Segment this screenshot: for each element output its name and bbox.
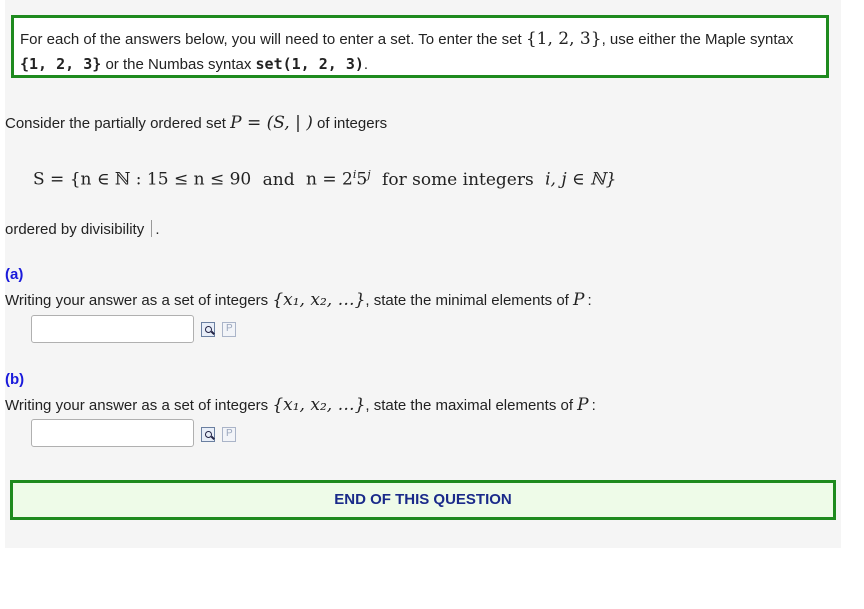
set-definition <box>33 168 616 190</box>
instructions-line-2 <box>20 52 826 77</box>
part-a-set-notation: {x₁, x₂, …} <box>272 290 366 310</box>
ordered-by-end: . <box>155 221 160 238</box>
part-a-prompt-text: Writing your answer as a set of integers <box>5 292 273 309</box>
set-rhs: n = 2 <box>306 169 353 190</box>
set-for-some: for some integers <box>382 169 534 190</box>
set-tail: i, j ∈ ℕ} <box>545 169 617 190</box>
set-lhs: S = {n ∈ ℕ : 15 ≤ n ≤ 90 <box>33 169 252 190</box>
part-b-colon: : <box>591 397 596 414</box>
part-b-prompt <box>5 395 596 415</box>
end-of-question-banner: END OF THIS QUESTION <box>10 480 836 520</box>
divides-symbol <box>151 220 152 237</box>
instructions-box <box>11 15 829 78</box>
part-b-label: (b) <box>5 371 25 388</box>
numbas-syntax: set(1, 2, 3) <box>255 55 364 73</box>
intro-line <box>5 113 387 133</box>
part-b-var: P <box>577 395 589 415</box>
exponent-j: j <box>367 168 371 181</box>
question-panel <box>5 0 841 548</box>
part-b-prompt-after: , state the maximal elements of <box>365 397 578 414</box>
part-a-answer-input[interactable] <box>31 315 194 343</box>
part-a-preview-icon[interactable] <box>201 322 215 337</box>
ordered-by-text: ordered by divisibility <box>5 221 149 238</box>
instructions-line-1 <box>20 27 826 52</box>
set-and: and <box>262 169 295 190</box>
part-a-help-icon[interactable]: P <box>222 322 236 337</box>
instructions-text-middle: , use either the Maple syntax <box>601 31 794 48</box>
poset-notation: P = (S, | ) <box>230 113 313 133</box>
part-a-label: (a) <box>5 266 24 283</box>
instructions-or: or the Numbas syntax <box>101 56 256 73</box>
exponent-i: i <box>352 168 357 181</box>
part-a-var: P <box>573 290 585 310</box>
part-b-set-notation: {x₁, x₂, …} <box>272 395 366 415</box>
part-b-preview-icon[interactable] <box>201 427 215 442</box>
part-b-help-icon[interactable]: P <box>222 427 236 442</box>
part-a-prompt <box>5 290 592 310</box>
example-set: {1, 2, 3} <box>525 29 602 49</box>
instructions-text: For each of the answers below, you will need to enter a set. To enter the set <box>20 31 526 48</box>
ordered-by-line <box>5 220 160 238</box>
instructions-end: . <box>363 56 369 73</box>
part-b-prompt-text: Writing your answer as a set of integers <box>5 397 273 414</box>
maple-syntax: {1, 2, 3} <box>20 55 102 73</box>
intro-text: Consider the partially ordered set <box>5 115 231 132</box>
part-b-answer-input[interactable] <box>31 419 194 447</box>
part-a-prompt-after: , state the minimal elements of <box>365 292 573 309</box>
set-five: 5 <box>356 169 368 190</box>
part-a-colon: : <box>587 292 592 309</box>
intro-text-after: of integers <box>312 115 388 132</box>
